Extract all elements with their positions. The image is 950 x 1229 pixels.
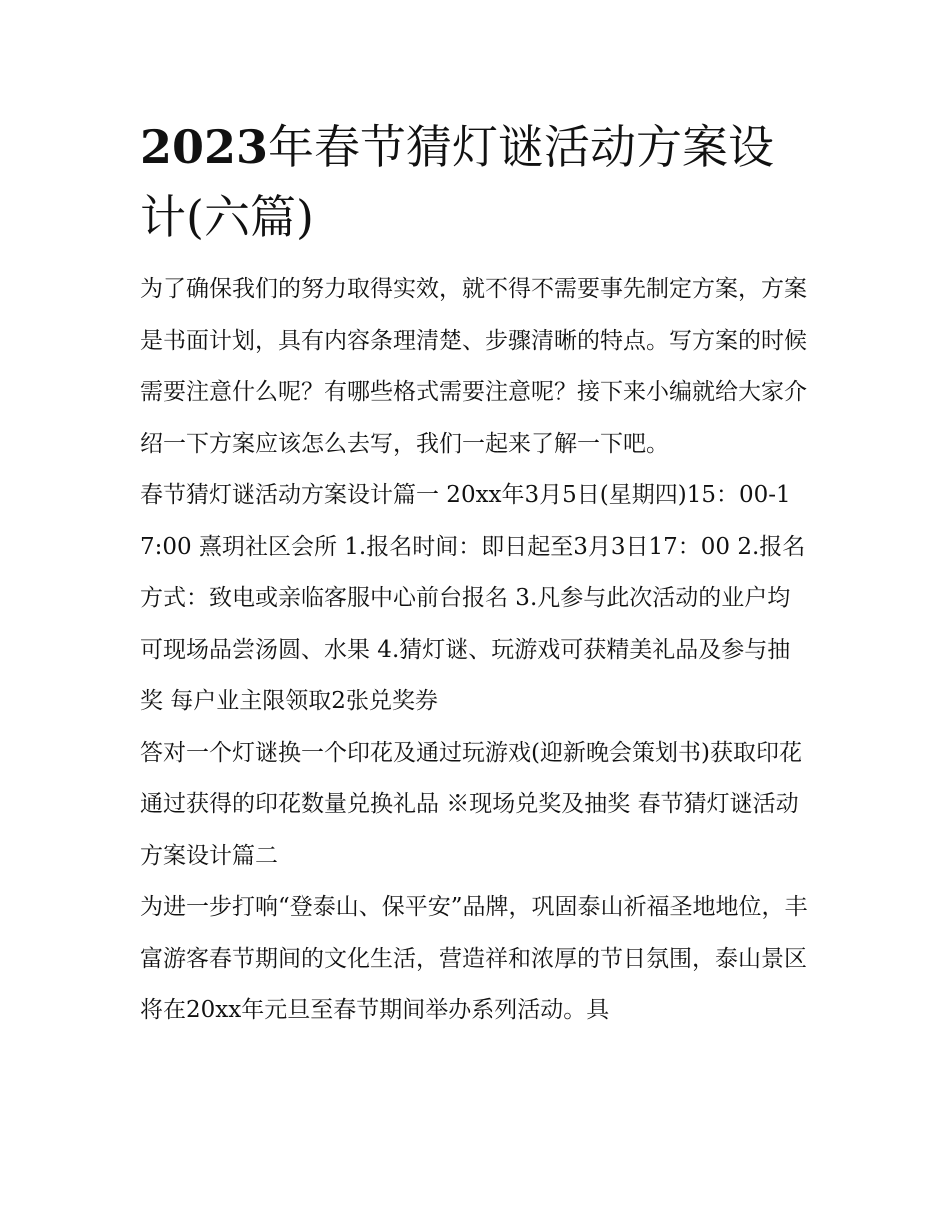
document-title xyxy=(140,112,812,252)
intro-paragraph: 为了确保我们的努力取得实效，就不得不需要事先制定方案，方案是书面计划，具有内容条理清楚、步骤清晰的特点。写方案的时候需要注意什么呢？有哪些格式需要注意呢？接下来小编就给大家介绍一下方案应该怎么去写，我们一起来了解一下吧。 xyxy=(140,276,807,457)
section-two-paragraph: 为进一步打响“登泰山、保平安”品牌，巩固泰山祈福圣地地位，丰富游客春节期间的文化生活，营造祥和浓厚的节日氛围，泰山景区将在20xx年元旦至春节期间举办系列活动。具 xyxy=(140,894,808,1023)
document-page xyxy=(140,112,812,1037)
section-one-paragraph: 春节猜灯谜活动方案设计篇一 20xx年3月5日(星期四)15：00-17:00 熹玥社区会所 1.报名时间：即日起至3月3日17：00 2.报名方式：致电或亲临客服中心前台报名 3.凡参与此次活动的业户均可现场品尝汤圆、水果 4.猜灯谜、玩游戏可获精美礼品及参与抽奖 每户业主限领取2张兑奖券 xyxy=(140,482,806,714)
title-year: 2023 xyxy=(140,120,269,174)
prize-paragraph: 答对一个灯谜换一个印花及通过玩游戏(迎新晚会策划书)获取印花 通过获得的印花数量兑换礼品 ※现场兑奖及抽奖 春节猜灯谜活动方案设计篇二 xyxy=(140,739,802,869)
title-text: 年春节猜灯谜活动方案设计(六篇) xyxy=(140,120,775,244)
